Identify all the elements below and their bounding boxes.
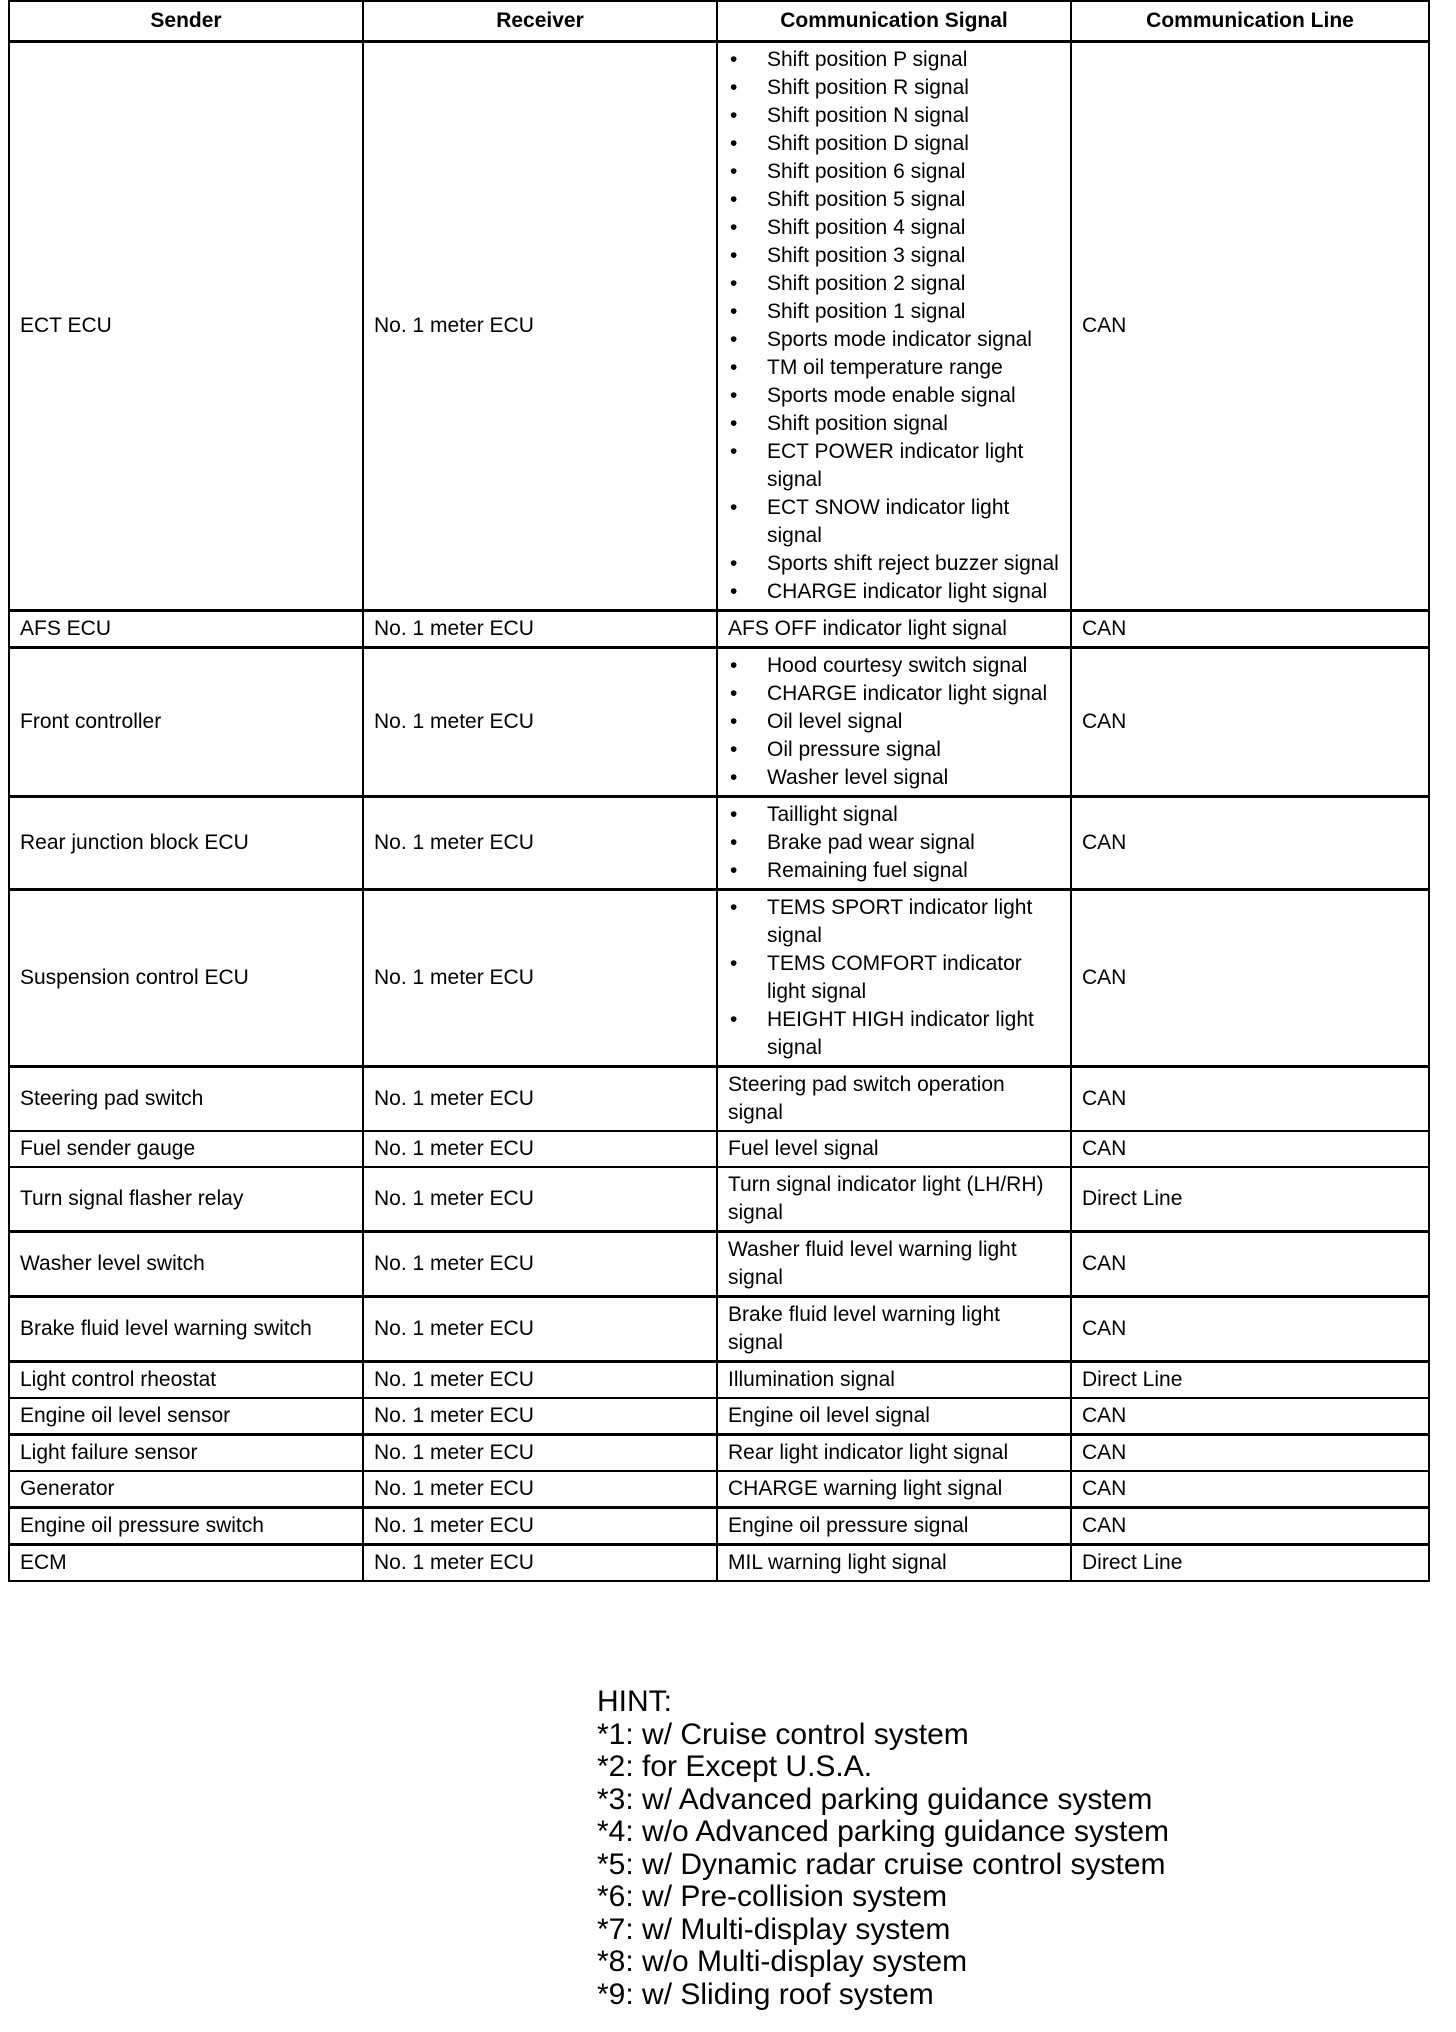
sender-cell: Fuel sender gauge: [9, 1131, 363, 1167]
line-cell: CAN: [1071, 1398, 1429, 1435]
hint-note: *5: w/ Dynamic radar cruise control system: [597, 1847, 1166, 1881]
line-cell: Direct Line: [1071, 1167, 1429, 1232]
signal-list-item: • Sports shift reject buzzer signal: [728, 550, 1060, 578]
signal-list-item: • Taillight signal: [728, 801, 1060, 829]
line-cell: CAN: [1071, 1435, 1429, 1472]
signal-list-item: • Brake pad wear signal: [728, 829, 1060, 857]
sender-cell: Suspension control ECU: [9, 890, 363, 1067]
hint-section: [597, 1686, 1169, 2011]
signal-cell: CHARGE warning light signal: [717, 1471, 1071, 1508]
hint-note: *2: for Except U.S.A.: [597, 1750, 873, 1783]
signal-cell: [717, 797, 1071, 890]
signal-list-item: • Shift position 2 signal: [728, 270, 1060, 298]
table-row: [9, 1362, 1429, 1399]
sender-cell: AFS ECU: [9, 611, 363, 648]
sender-cell: Generator: [9, 1471, 363, 1508]
receiver-cell: No. 1 meter ECU: [363, 1508, 717, 1545]
signal-cell: [717, 890, 1071, 1067]
receiver-cell: No. 1 meter ECU: [363, 890, 717, 1067]
sender-cell: ECT ECU: [9, 42, 363, 611]
hint-note: *4: w/o Advanced parking guidance system: [597, 1815, 1170, 1848]
signal-cell: [717, 42, 1071, 611]
table-row: [9, 1398, 1429, 1435]
signal-list: [728, 46, 1060, 606]
table-row: [9, 1297, 1429, 1362]
signal-list-item: • Shift position 4 signal: [728, 214, 1060, 242]
signal-list-item: • Shift position 1 signal: [728, 298, 1060, 326]
table-body: [9, 42, 1429, 1582]
signal-cell: Illumination signal: [717, 1362, 1071, 1399]
communication-table: [8, 0, 1430, 1582]
line-cell: CAN: [1071, 42, 1429, 611]
signal-cell: AFS OFF indicator light signal: [717, 611, 1071, 648]
signal-list-item: • Sports mode indicator signal: [728, 326, 1060, 354]
receiver-cell: No. 1 meter ECU: [363, 611, 717, 648]
signal-list-item: • Remaining fuel signal: [728, 857, 1060, 885]
receiver-cell: No. 1 meter ECU: [363, 42, 717, 611]
sender-cell: Light failure sensor: [9, 1435, 363, 1472]
hint-note: *9: w/ Sliding roof system: [597, 1977, 934, 2011]
table-header-row: [9, 1, 1429, 42]
table-row: [9, 890, 1429, 1067]
signal-list-item: • Oil pressure signal: [728, 736, 1060, 764]
receiver-cell: No. 1 meter ECU: [363, 1131, 717, 1167]
line-cell: CAN: [1071, 1508, 1429, 1545]
sender-cell: Turn signal flasher relay: [9, 1167, 363, 1232]
sender-cell: Front controller: [9, 648, 363, 797]
sender-cell: Engine oil level sensor: [9, 1398, 363, 1435]
sender-cell: Engine oil pressure switch: [9, 1508, 363, 1545]
line-cell: CAN: [1071, 1297, 1429, 1362]
signal-list-item: • Shift position N signal: [728, 102, 1060, 130]
hint-note: *8: w/o Multi-display system: [597, 1945, 968, 1978]
table-row: [9, 1232, 1429, 1297]
signal-list-item: • Shift position 5 signal: [728, 186, 1060, 214]
signal-list-item: • Shift position R signal: [728, 74, 1060, 102]
signal-list-item: • CHARGE indicator light signal: [728, 578, 1060, 606]
line-cell: Direct Line: [1071, 1362, 1429, 1399]
header-communication-signal: Communication Signal: [717, 1, 1071, 42]
header-communication-line: Communication Line: [1071, 1, 1429, 42]
signal-cell: Engine oil level signal: [717, 1398, 1071, 1435]
table-row: [9, 1508, 1429, 1545]
receiver-cell: No. 1 meter ECU: [363, 1545, 717, 1582]
hint-note: *7: w/ Multi-display system: [597, 1912, 951, 1946]
sender-cell: Steering pad switch: [9, 1067, 363, 1132]
table-row: [9, 1167, 1429, 1232]
signal-list-item: • HEIGHT HIGH indicator light signal: [728, 1006, 1060, 1062]
receiver-cell: No. 1 meter ECU: [363, 1232, 717, 1297]
hint-note: *3: w/ Advanced parking guidance system: [597, 1782, 1153, 1816]
table-row: [9, 797, 1429, 890]
signal-list-item: • ECT POWER indicator light signal: [728, 438, 1060, 494]
receiver-cell: No. 1 meter ECU: [363, 1297, 717, 1362]
sender-cell: Brake fluid level warning switch: [9, 1297, 363, 1362]
signal-cell: Washer fluid level warning light signal: [717, 1232, 1071, 1297]
signal-list-item: • Sports mode enable signal: [728, 382, 1060, 410]
signal-list-item: • Shift position P signal: [728, 46, 1060, 74]
line-cell: CAN: [1071, 611, 1429, 648]
receiver-cell: No. 1 meter ECU: [363, 1067, 717, 1132]
hint-note: *6: w/ Pre-collision system: [597, 1880, 948, 1913]
signal-cell: Brake fluid level warning light signal: [717, 1297, 1071, 1362]
header-sender: Sender: [9, 1, 363, 42]
sender-cell: Light control rheostat: [9, 1362, 363, 1399]
line-cell: CAN: [1071, 648, 1429, 797]
signal-list-item: • Shift position signal: [728, 410, 1060, 438]
line-cell: CAN: [1071, 890, 1429, 1067]
sender-cell: ECM: [9, 1545, 363, 1582]
signal-list-item: • Washer level signal: [728, 764, 1060, 792]
receiver-cell: No. 1 meter ECU: [363, 797, 717, 890]
signal-list-item: • Oil level signal: [728, 708, 1060, 736]
signal-list: [728, 801, 1060, 885]
table-row: [9, 648, 1429, 797]
receiver-cell: No. 1 meter ECU: [363, 1167, 717, 1232]
table-row: [9, 611, 1429, 648]
line-cell: CAN: [1071, 1471, 1429, 1508]
signal-list-item: • TEMS SPORT indicator light signal: [728, 894, 1060, 950]
signal-cell: Engine oil pressure signal: [717, 1508, 1071, 1545]
signal-list: [728, 894, 1060, 1062]
receiver-cell: No. 1 meter ECU: [363, 1362, 717, 1399]
signal-cell: Fuel level signal: [717, 1131, 1071, 1167]
hint-note: *1: w/ Cruise control system: [597, 1717, 969, 1751]
receiver-cell: No. 1 meter ECU: [363, 1471, 717, 1508]
table-row: [9, 1471, 1429, 1508]
hint-title: HINT:: [597, 1685, 672, 1718]
receiver-cell: No. 1 meter ECU: [363, 1398, 717, 1435]
signal-list-item: • TM oil temperature range: [728, 354, 1060, 382]
signal-cell: Steering pad switch operation signal: [717, 1067, 1071, 1132]
line-cell: CAN: [1071, 1067, 1429, 1132]
line-cell: CAN: [1071, 1232, 1429, 1297]
signal-list-item: • Shift position 6 signal: [728, 158, 1060, 186]
sender-cell: Rear junction block ECU: [9, 797, 363, 890]
signal-cell: Rear light indicator light signal: [717, 1435, 1071, 1472]
header-receiver: Receiver: [363, 1, 717, 42]
table-row: [9, 42, 1429, 611]
table-row: [9, 1131, 1429, 1167]
table-row: [9, 1545, 1429, 1582]
line-cell: Direct Line: [1071, 1545, 1429, 1582]
line-cell: CAN: [1071, 1131, 1429, 1167]
receiver-cell: No. 1 meter ECU: [363, 648, 717, 797]
line-cell: CAN: [1071, 797, 1429, 890]
table-row: [9, 1435, 1429, 1472]
signal-list-item: • ECT SNOW indicator light signal: [728, 494, 1060, 550]
hint-notes: [597, 1719, 1169, 2012]
signal-list-item: • Shift position D signal: [728, 130, 1060, 158]
table-row: [9, 1067, 1429, 1132]
signal-cell: MIL warning light signal: [717, 1545, 1071, 1582]
signal-list-item: • CHARGE indicator light signal: [728, 680, 1060, 708]
sender-cell: Washer level switch: [9, 1232, 363, 1297]
receiver-cell: No. 1 meter ECU: [363, 1435, 717, 1472]
signal-cell: [717, 648, 1071, 797]
signal-list-item: • Hood courtesy switch signal: [728, 652, 1060, 680]
signal-cell: Turn signal indicator light (LH/RH) signal: [717, 1167, 1071, 1232]
signal-list: [728, 652, 1060, 792]
signal-list-item: • Shift position 3 signal: [728, 242, 1060, 270]
signal-list-item: • TEMS COMFORT indicator light signal: [728, 950, 1060, 1006]
